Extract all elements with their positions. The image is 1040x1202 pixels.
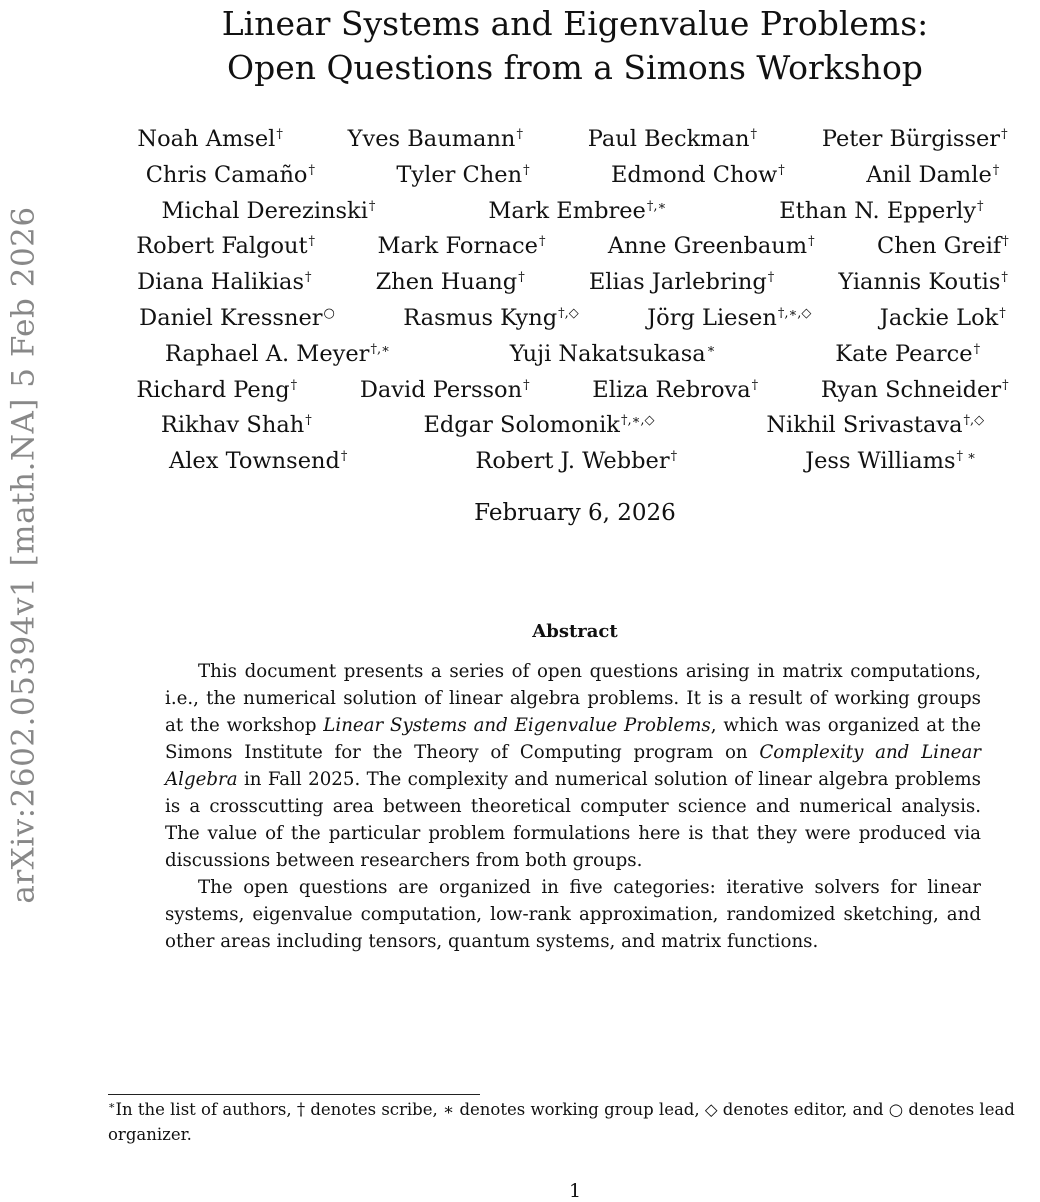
author-row <box>105 194 1040 230</box>
author <box>146 158 315 194</box>
author-name: Daniel Kressner <box>139 304 323 331</box>
program-name: Complexity and Linear Algebra <box>165 742 981 790</box>
author <box>805 444 976 480</box>
author-affiliation-marks: † <box>276 127 283 142</box>
author <box>608 229 815 265</box>
author-affiliation-marks: † <box>523 162 530 178</box>
author-affiliation-marks: † <box>1002 377 1009 393</box>
author-name: Rikhav Shah <box>160 412 305 439</box>
title-line-1: Linear Systems and Eigenvalue Problems: <box>221 4 929 43</box>
author-name: Peter Bürgisser <box>821 126 1001 152</box>
author-name: Tyler Chen <box>396 161 523 188</box>
author-affiliation-marks: † <box>340 449 348 465</box>
author-affiliation-marks: † <box>808 234 815 250</box>
author-name: Edmond Chow <box>610 161 778 188</box>
author-name: Jörg Liesen <box>647 304 777 331</box>
author <box>348 122 523 158</box>
author-name: Kate Pearce <box>835 340 973 367</box>
author-name: Chen Greif <box>877 233 1002 260</box>
footnote-rule <box>108 1094 480 1095</box>
author-row <box>105 301 1040 337</box>
author <box>647 301 811 337</box>
author-affiliation-marks: † <box>305 413 312 429</box>
author-name: Noah Amsel <box>137 126 276 152</box>
author-row <box>105 265 1040 301</box>
author-name: Robert Falgout <box>136 233 308 260</box>
author-affiliation-marks: † <box>538 234 546 250</box>
author-name: Chris Camaño <box>145 161 308 188</box>
author-name: Diana Halikias <box>137 269 305 296</box>
workshop-name: Linear Systems and Eigenvalue Problems <box>323 715 711 736</box>
author-affiliation-marks: † <box>518 270 525 286</box>
author-name: Nikhil Srivastava <box>766 412 963 439</box>
author <box>136 229 315 265</box>
author-row <box>105 122 1040 158</box>
author-affiliation-marks: † <box>751 377 759 393</box>
abstract-body <box>165 658 981 955</box>
page-number: 1 <box>568 1180 582 1202</box>
author <box>396 158 529 194</box>
author <box>589 265 774 301</box>
author-affiliation-marks: † <box>670 449 678 465</box>
author <box>866 158 999 194</box>
author-affiliation-marks: †,∗ <box>370 341 390 357</box>
author-row <box>105 373 1040 409</box>
author-name: Ethan N. Epperly <box>779 197 977 224</box>
author <box>403 301 579 337</box>
author <box>838 265 1007 301</box>
author-row <box>105 408 1040 444</box>
author-name: Michal Derezinski <box>161 197 368 224</box>
author-list <box>105 122 1040 480</box>
author-name: Yuji Nakatsukasa <box>509 340 706 367</box>
author-name: Zhen Huang <box>375 269 518 296</box>
author-affiliation-marks: † <box>973 341 981 357</box>
author <box>376 265 525 301</box>
author <box>592 373 758 409</box>
author-affiliation-marks: ○ <box>323 305 335 321</box>
author-affiliation-marks: † <box>368 198 376 214</box>
author <box>835 337 980 373</box>
author <box>137 265 311 301</box>
author-row <box>105 337 1040 373</box>
author-name: Yves Baumann <box>347 126 516 152</box>
author <box>877 229 1009 265</box>
author-name: Raphael A. Meyer <box>164 340 370 367</box>
author-affiliation-marks: †,◇ <box>558 305 579 321</box>
author <box>137 122 282 158</box>
author <box>880 301 1006 337</box>
author <box>161 194 375 230</box>
author-affiliation-marks: † <box>778 162 785 178</box>
author <box>822 122 1008 158</box>
author-name: Edgar Solomonik <box>423 412 620 439</box>
author <box>423 408 654 444</box>
author-affiliation-marks: † <box>977 198 984 214</box>
author-name: Anne Greenbaum <box>607 233 808 260</box>
author <box>588 122 757 158</box>
author <box>136 373 297 409</box>
author-affiliation-marks: †,∗,◇ <box>777 305 812 321</box>
author-affiliation-marks: ∗ <box>706 341 716 357</box>
author-name: Anil Damle <box>866 161 992 188</box>
author <box>611 158 785 194</box>
author-name: Mark Fornace <box>377 233 538 260</box>
author-name: David Persson <box>359 376 523 403</box>
abstract-text: in Fall 2025. The complexity and numerical solution of linear algebra problems is a crosscutting area between theoretical computer science and numerical analysis. The value of the particular problem formulations here is that they were produced via discussions between researchers from both groups. <box>165 769 981 871</box>
author-row <box>105 158 1040 194</box>
author <box>488 194 666 230</box>
author-affiliation-marks: † <box>305 270 312 286</box>
author <box>377 229 545 265</box>
abstract-text: This document presents a series of open questions arising in matrix computations, i.e., the numerical solution of linear algebra problems. It is a result of working groups at the workshop <box>165 661 981 736</box>
author <box>169 444 347 480</box>
abstract-text: , which was organized at the Simons Institute for the Theory of Computing program on <box>165 715 981 763</box>
author-name: Robert J. Webber <box>475 448 670 475</box>
author <box>165 337 390 373</box>
author-row <box>105 444 1040 480</box>
author-affiliation-marks: † <box>308 162 315 178</box>
author-name: Rasmus Kyng <box>403 304 558 331</box>
author-name: Elias Jarlebring <box>588 269 767 296</box>
author-affiliation-marks: † ∗ <box>956 449 976 465</box>
author-affiliation-marks: † <box>290 377 298 393</box>
author <box>779 194 983 230</box>
publication-date: February 6, 2026 <box>474 500 676 526</box>
author-affiliation-marks: † <box>1001 127 1008 142</box>
author-name: Jackie Lok <box>879 304 999 331</box>
author-affiliation-marks: † <box>999 305 1006 321</box>
author <box>161 408 312 444</box>
footnote <box>108 1097 1040 1147</box>
author-name: Richard Peng <box>136 376 290 403</box>
arxiv-identifier: arXiv:2602.05394v1 [math.NA] 5 Feb 2026 <box>6 206 43 904</box>
author-affiliation-marks: † <box>308 234 316 250</box>
author-name: Mark Embree <box>488 197 646 224</box>
paper-title <box>150 2 1000 90</box>
footnote-mark: ∗ <box>108 1099 116 1112</box>
author-affiliation-marks: † <box>750 127 757 142</box>
author-affiliation-marks: † <box>1002 234 1009 250</box>
author-affiliation-marks: † <box>516 127 523 142</box>
author-affiliation-marks: †,∗ <box>646 198 667 214</box>
author <box>475 444 677 480</box>
author <box>766 408 984 444</box>
title-line-2: Open Questions from a Simons Workshop <box>227 48 923 87</box>
author-affiliation-marks: †,∗,◇ <box>620 413 655 429</box>
author <box>821 373 1009 409</box>
footnote-text: In the list of authors, † denotes scribe, ∗ denotes working group lead, ◇ denotes editor, and ○ denotes lead organizer. <box>108 1100 1015 1144</box>
author-name: Jess Williams <box>805 448 956 475</box>
abstract-paragraph-2: The open questions are organized in five categories: iterative solvers for linear systems, eigenvalue computation, low-rank approximation, randomized sketching, and other areas including tensors, quantum systems, and matrix functions. <box>165 877 981 952</box>
author-affiliation-marks: † <box>1001 270 1008 286</box>
author <box>360 373 530 409</box>
abstract-paragraph-1 <box>165 658 981 874</box>
author-name: Alex Townsend <box>168 448 340 475</box>
author-name: Eliza Rebrova <box>592 376 751 403</box>
author-name: Ryan Schneider <box>820 376 1002 403</box>
author <box>139 301 335 337</box>
arxiv-sidebar-stamp <box>0 190 48 920</box>
author-affiliation-marks: †,◇ <box>963 413 985 429</box>
author-row <box>105 229 1040 265</box>
author <box>510 337 716 373</box>
abstract-heading: Abstract <box>532 621 618 642</box>
author-affiliation-marks: † <box>992 162 1000 178</box>
author-name: Yiannis Koutis <box>838 269 1001 296</box>
author-affiliation-marks: † <box>767 270 775 286</box>
author-name: Paul Beckman <box>587 126 750 152</box>
author-affiliation-marks: † <box>523 377 530 393</box>
